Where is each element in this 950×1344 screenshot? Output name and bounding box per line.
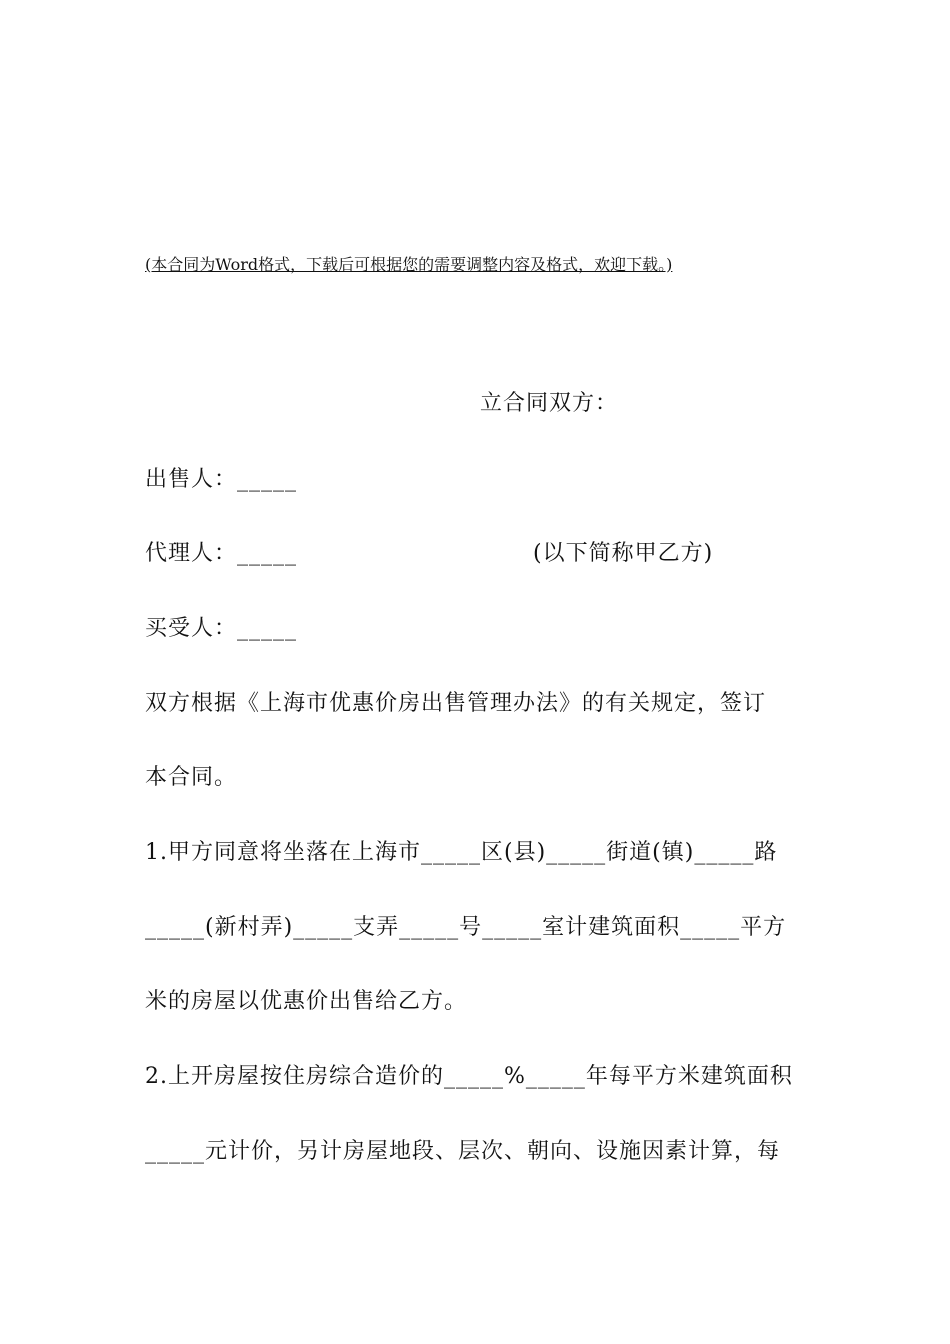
clause-1-line-3: 米的房屋以优惠价出售给乙方。 <box>145 989 468 1014</box>
preamble-line-1: 双方根据《上海市优惠价房出售管理办法》的有关规定，签订 <box>145 691 767 716</box>
parties-title: 立合同双方： <box>480 391 619 416</box>
clause-2-line-1: 2.上开房屋按住房综合造价的_____%_____年每平方米建筑面积 <box>145 1064 793 1089</box>
alias-note: (以下简称甲乙方) <box>533 541 714 566</box>
seller-line: 出售人：_____ <box>145 467 298 492</box>
preamble-line-2: 本合同。 <box>145 765 238 790</box>
clause-1-line-1: 1.甲方同意将坐落在上海市_____区(县)_____街道(镇)_____路 <box>145 840 778 865</box>
clause-2-line-2: _____元计价，另计房屋地段、层次、朝向、设施因素计算，每 <box>145 1139 781 1164</box>
download-note: (本合同为Word格式，下载后可根据您的需要调整内容及格式，欢迎下载。) <box>145 255 673 274</box>
buyer-line: 买受人：_____ <box>145 616 298 641</box>
clause-1-line-2: _____(新村弄)_____支弄_____号_____室计建筑面积_____平方 <box>145 915 787 940</box>
agent-line: 代理人：_____ <box>145 541 298 566</box>
